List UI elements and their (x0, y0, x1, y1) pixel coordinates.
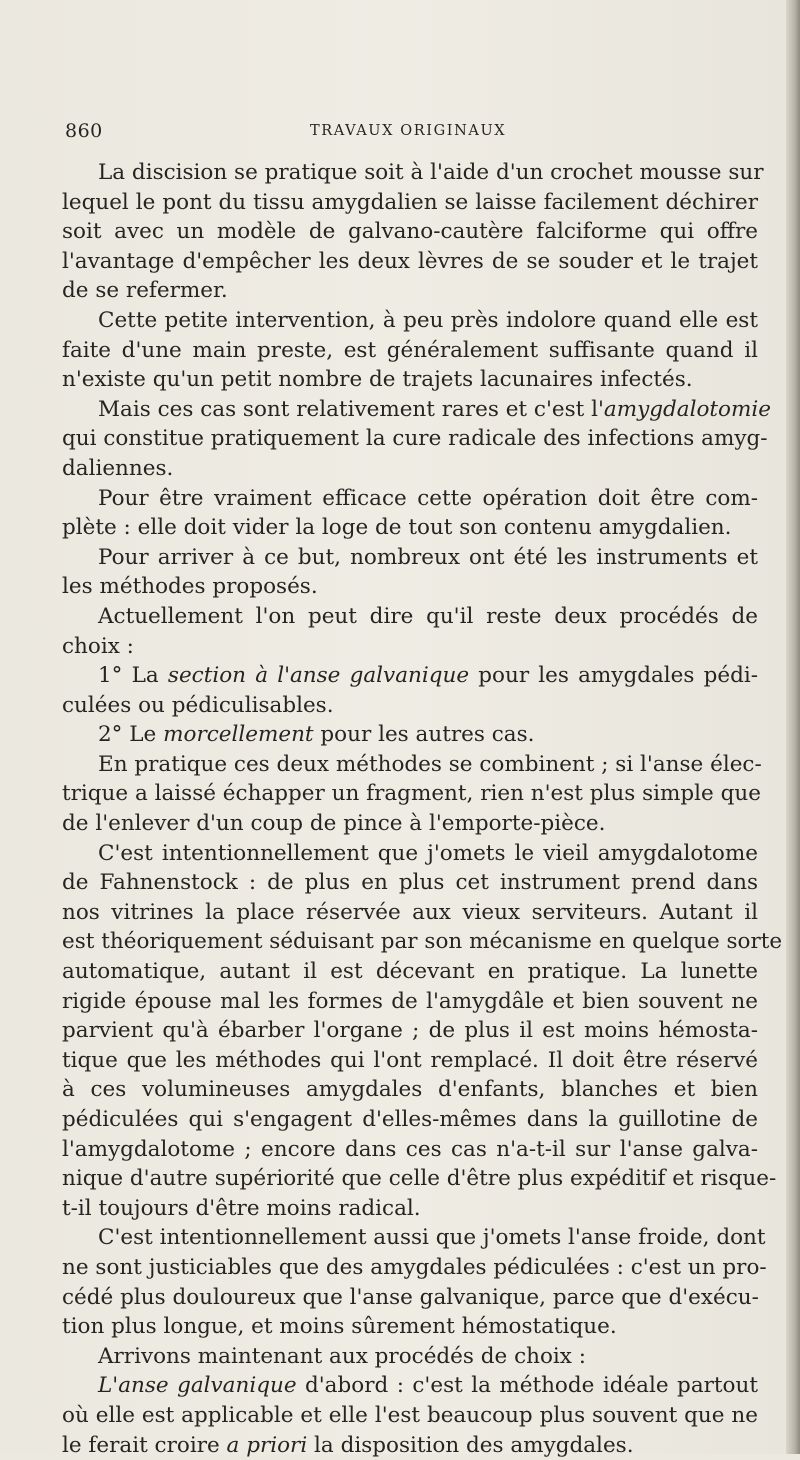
text-segment: rigide épouse mal les formes de l'amygdâle et bien souvent ne (62, 988, 758, 1014)
text-segment: La discision se pratique soit à l'aide d'un crochet mousse sur (98, 160, 764, 185)
text-segment: parvient qu'à ébarber l'organe ; de plus il est moins hémosta- (62, 1018, 758, 1044)
page-number: 860 (65, 120, 103, 142)
text-segment: Pour arriver à ce but, nombreux ont été les instruments et (98, 544, 758, 570)
text-line (62, 661, 758, 691)
text-line (62, 1312, 758, 1342)
text-line (62, 957, 758, 987)
text-line (62, 484, 758, 514)
text-line (62, 1401, 758, 1431)
text-line (62, 158, 764, 188)
text-segment: 2° Le (98, 722, 164, 748)
italic-text: amygdalotomie (603, 396, 771, 422)
text-segment: soit avec un modèle de galvano-cautère falciforme qui offre (62, 219, 758, 245)
running-title: TRAVAUX ORIGINAUX (310, 123, 507, 139)
text-line (62, 1075, 758, 1105)
text-segment: trique a laissé échapper un fragment, rien n'est plus simple que (62, 781, 761, 807)
body-text (62, 158, 783, 1460)
text-segment: pédiculées qui s'engagent d'elles-mêmes dans la guillotine de (62, 1107, 758, 1132)
page-edge-shadow (786, 0, 800, 1454)
text-line (62, 1283, 758, 1313)
text-line (62, 513, 758, 543)
text-segment: l'amygdalotome ; encore dans ces cas n'a-t-il sur l'anse galva- (62, 1136, 758, 1162)
text-segment: n'existe qu'un petit nombre de trajets lacunaires infectés. (62, 367, 693, 393)
text-segment: l'avantage d'empêcher les deux lèvres de se souder et le trajet (62, 248, 758, 274)
text-segment: de se refermer. (62, 278, 228, 304)
text-line (62, 1431, 758, 1460)
text-line (62, 898, 758, 928)
text-line (62, 1371, 758, 1401)
text-line (62, 602, 758, 632)
text-segment: C'est intentionnellement aussi que j'omets l'anse froide, dont (98, 1225, 766, 1251)
text-segment: d'abord : c'est la méthode idéale partout (296, 1373, 758, 1399)
text-line (62, 424, 768, 454)
text-line (62, 247, 758, 277)
text-line (62, 1253, 767, 1283)
text-segment: tique que les méthodes qui l'ont remplacé. Il doit être réservé (62, 1047, 758, 1073)
text-line (62, 1342, 758, 1372)
text-segment: Cette petite intervention, à peu près indolore quand elle est (98, 307, 758, 333)
text-segment: tion plus longue, et moins sûrement hémostatique. (62, 1314, 617, 1340)
text-segment: nique d'autre supériorité que celle d'être plus expéditif et risque- (62, 1166, 777, 1192)
italic-text: L'anse galvanique (98, 1373, 297, 1399)
text-line (62, 1135, 758, 1165)
text-segment: Actuellement l'on peut dire qu'il reste deux procédés de (98, 603, 758, 629)
page-header (65, 120, 755, 150)
text-line (62, 1105, 758, 1135)
italic-text: morcellement (163, 722, 314, 748)
text-line (62, 632, 758, 662)
text-line (62, 217, 758, 247)
text-segment: pour les amygdales pédi- (469, 663, 758, 689)
text-segment: qui constitue pratiquement la cure radicale des infections amyg- (62, 426, 768, 452)
text-segment: Mais ces cas sont relativement rares et c'est l' (98, 396, 604, 422)
text-segment: la disposition des amygdales. (307, 1432, 634, 1458)
text-segment: lequel le pont du tissu amygdalien se laisse facilement déchirer (62, 189, 758, 215)
text-line (62, 336, 758, 366)
text-line (62, 927, 783, 957)
text-line (62, 572, 758, 602)
text-line (62, 543, 758, 573)
text-line (62, 691, 758, 721)
text-line (62, 276, 758, 306)
text-segment: C'est intentionnellement que j'omets le vieil amygdalotome (98, 840, 758, 866)
text-line (62, 987, 758, 1017)
text-segment: de Fahnenstock : de plus en plus cet instrument prend dans (62, 870, 758, 896)
text-segment: est théoriquement séduisant par son mécanisme en quelque sorte (62, 929, 783, 955)
text-segment: Pour être vraiment efficace cette opération doit être com- (98, 485, 758, 511)
text-line (62, 720, 758, 750)
text-segment: ne sont justiciables que des amygdales pédiculées : c'est un pro- (62, 1254, 767, 1280)
text-segment: En pratique ces deux méthodes se combinent ; si l'anse élec- (98, 751, 762, 777)
text-line (62, 306, 758, 336)
text-segment: daliennes. (62, 455, 174, 481)
text-segment: 1° La (98, 663, 168, 689)
text-line (62, 1164, 777, 1194)
text-segment: les méthodes proposés. (62, 574, 318, 600)
text-segment: faite d'une main preste, est généralement suffisante quand il (62, 337, 758, 363)
text-line (62, 188, 758, 218)
text-line (62, 1016, 758, 1046)
text-segment: pour les autres cas. (313, 722, 535, 748)
text-line (62, 839, 758, 869)
text-segment: où elle est applicable et elle l'est beaucoup plus souvent que ne (62, 1402, 758, 1428)
text-segment: choix : (62, 633, 134, 659)
text-segment: le ferait croire (62, 1432, 227, 1458)
text-segment: culées ou pédiculisables. (62, 692, 334, 718)
text-segment: plète : elle doit vider la loge de tout son contenu amygdalien. (62, 515, 732, 541)
text-line (62, 809, 758, 839)
text-line (62, 750, 762, 780)
text-line (62, 868, 758, 898)
text-segment: cédé plus douloureux que l'anse galvanique, parce que d'exécu- (62, 1284, 759, 1310)
text-line (62, 1046, 758, 1076)
text-segment: nos vitrines la place réservée aux vieux serviteurs. Autant il (62, 899, 758, 925)
text-segment: t-il toujours d'être moins radical. (62, 1195, 421, 1221)
text-line (62, 779, 761, 809)
text-segment: automatique, autant il est décevant en pratique. La lunette (62, 959, 758, 985)
text-segment: de l'enlever d'un coup de pince à l'emporte-pièce. (62, 811, 606, 837)
text-line (62, 454, 758, 484)
text-segment: à ces volumineuses amygdales d'enfants, blanches et bien (62, 1077, 758, 1103)
text-segment: Arrivons maintenant aux procédés de choix : (98, 1343, 587, 1369)
text-line (62, 395, 771, 425)
italic-text: a priori (226, 1432, 308, 1458)
italic-text: section à l'anse galvanique (167, 663, 470, 689)
text-line (62, 365, 758, 395)
text-line (62, 1223, 766, 1253)
text-line (62, 1194, 758, 1224)
